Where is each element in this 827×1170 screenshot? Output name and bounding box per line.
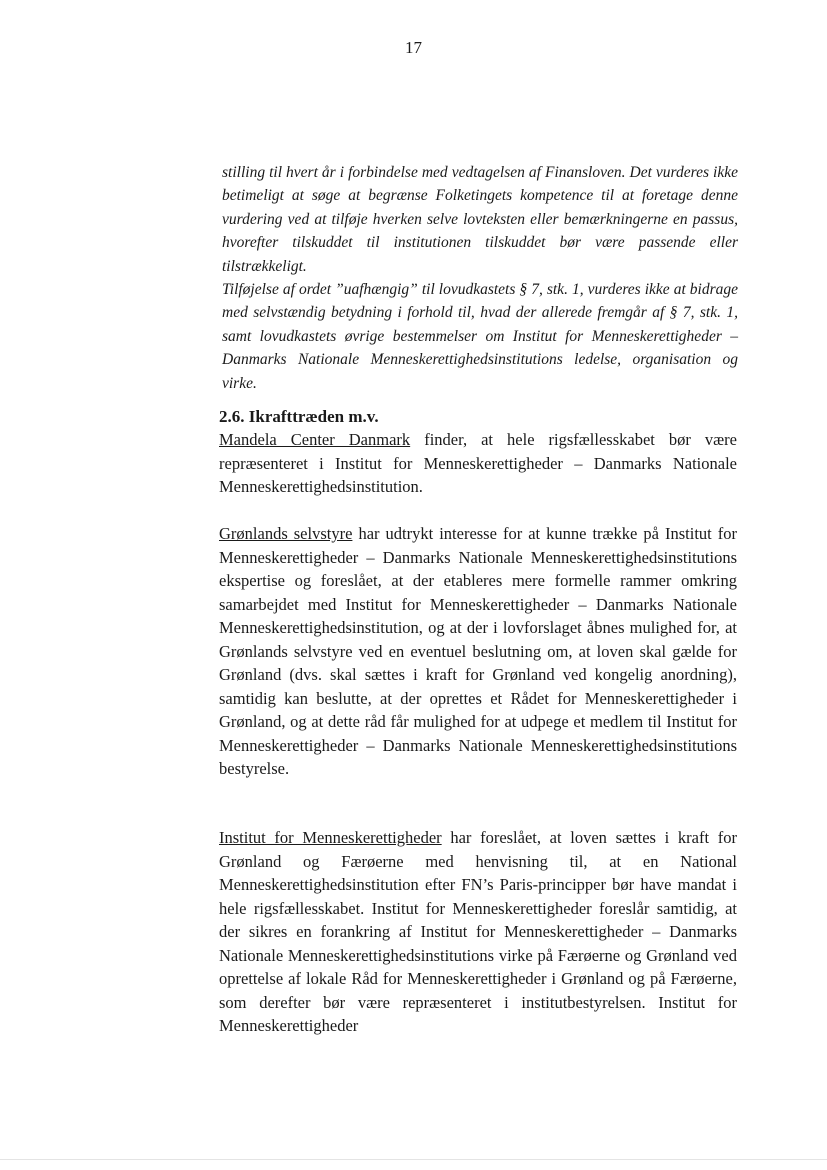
paragraph-body-institut: har foreslået, at loven sættes i kraft for Grønland og Færøerne med henvisning til, at en National Menneskerettighedsinstitution efter FN’s Paris-principper bør have mandat i hele rigsfællesskabet. Institut for Menneskerettigheder foreslår samtidig, at der sikres en forankring af Institut for Menneskerettigheder – Danmarks Nationale Menneskerettighedsinstitutions virke på Færøerne og Grønland ved oprettelse af lokale Råd for Menneskerettigheder i Grønland og på Færøerne, som derefter bør være repræsenteret i institutbestyrelsen. Institut for Menneskerettigheder [219, 828, 737, 1035]
paragraph-mandela-center [219, 428, 737, 499]
paragraph-lead-institut: Institut for Menneskerettigheder [219, 828, 442, 847]
paragraph-block-institut [219, 826, 737, 1038]
paragraph-body-groenlands-selvstyre: har udtrykt interesse for at kunne trække på Institut for Menneskerettigheder – Danmarks Nationale Menneskerettighedsinstitutions ekspertise og foreslået, at der etableres mere formelle rammer omkring samarbejdet med Institut for Menneskerettigheder – Danmarks Nationale Menneskerettighedsinstitution, og at der i lovforslaget åbnes mulighed for, at Grønlands selvstyre ved en eventuel beslutning om, at loven skal gælde for Grønland (dvs. skal sættes i kraft for Grønland ved kongelig anordning), samtidig kan beslutte, at der oprettes et Rådet for Menneskerettigheder i Grønland, og at dette råd får mulighed for at udpege et medlem til Institut for Menneskerettigheder – Danmarks Nationale Menneskerettighedsinstitutions bestyrelse. [219, 524, 737, 778]
italic-paragraph-2: Tilføjelse af ordet ”uafhængig” til lovudkastets § 7, stk. 1, vurderes ikke at bidrage med selvstændig betydning i forhold til, hvad der allerede fremgår af § 7, stk. 1, samt lovudkastets øvrige bestemmelser om Institut for Menneskerettigheder – Danmarks Nationale Menneskerettighedsinstitutions ledelse, organisation og virke. [222, 280, 738, 392]
paragraph-block-groenland [219, 522, 737, 781]
paragraph-lead-groenlands-selvstyre: Grønlands selvstyre [219, 524, 353, 543]
section-heading: 2.6. Ikrafttræden m.v. [219, 407, 379, 426]
page-number: 17 [405, 38, 422, 57]
italic-paragraph-1: stilling til hvert år i forbindelse med vedtagelsen af Finansloven. Det vurderes ikke betimeligt at søge at begrænse Folketingets kompetence til at foretage denne vurdering ved at tilføje hverken selve lovteksten eller bemærkningerne en passus, hvorefter tilskuddet til institutionen tilskuddet bør være passende eller tilstrækkeligt. [222, 163, 738, 275]
paragraph-lead-mandela-center: Mandela Center Danmark [219, 430, 411, 449]
paragraph-body-mandela-center: finder, at hele rigsfællesskabet bør være repræsenteret i Institut for Menneskerettigheder – Danmarks Nationale Menneskerettighedsinstitution. [219, 430, 737, 496]
paragraph-institut [219, 826, 737, 1038]
paragraph-groenlands-selvstyre [219, 522, 737, 781]
page-bottom-rule [0, 1159, 827, 1160]
section-ikrafttraeden [219, 405, 737, 499]
